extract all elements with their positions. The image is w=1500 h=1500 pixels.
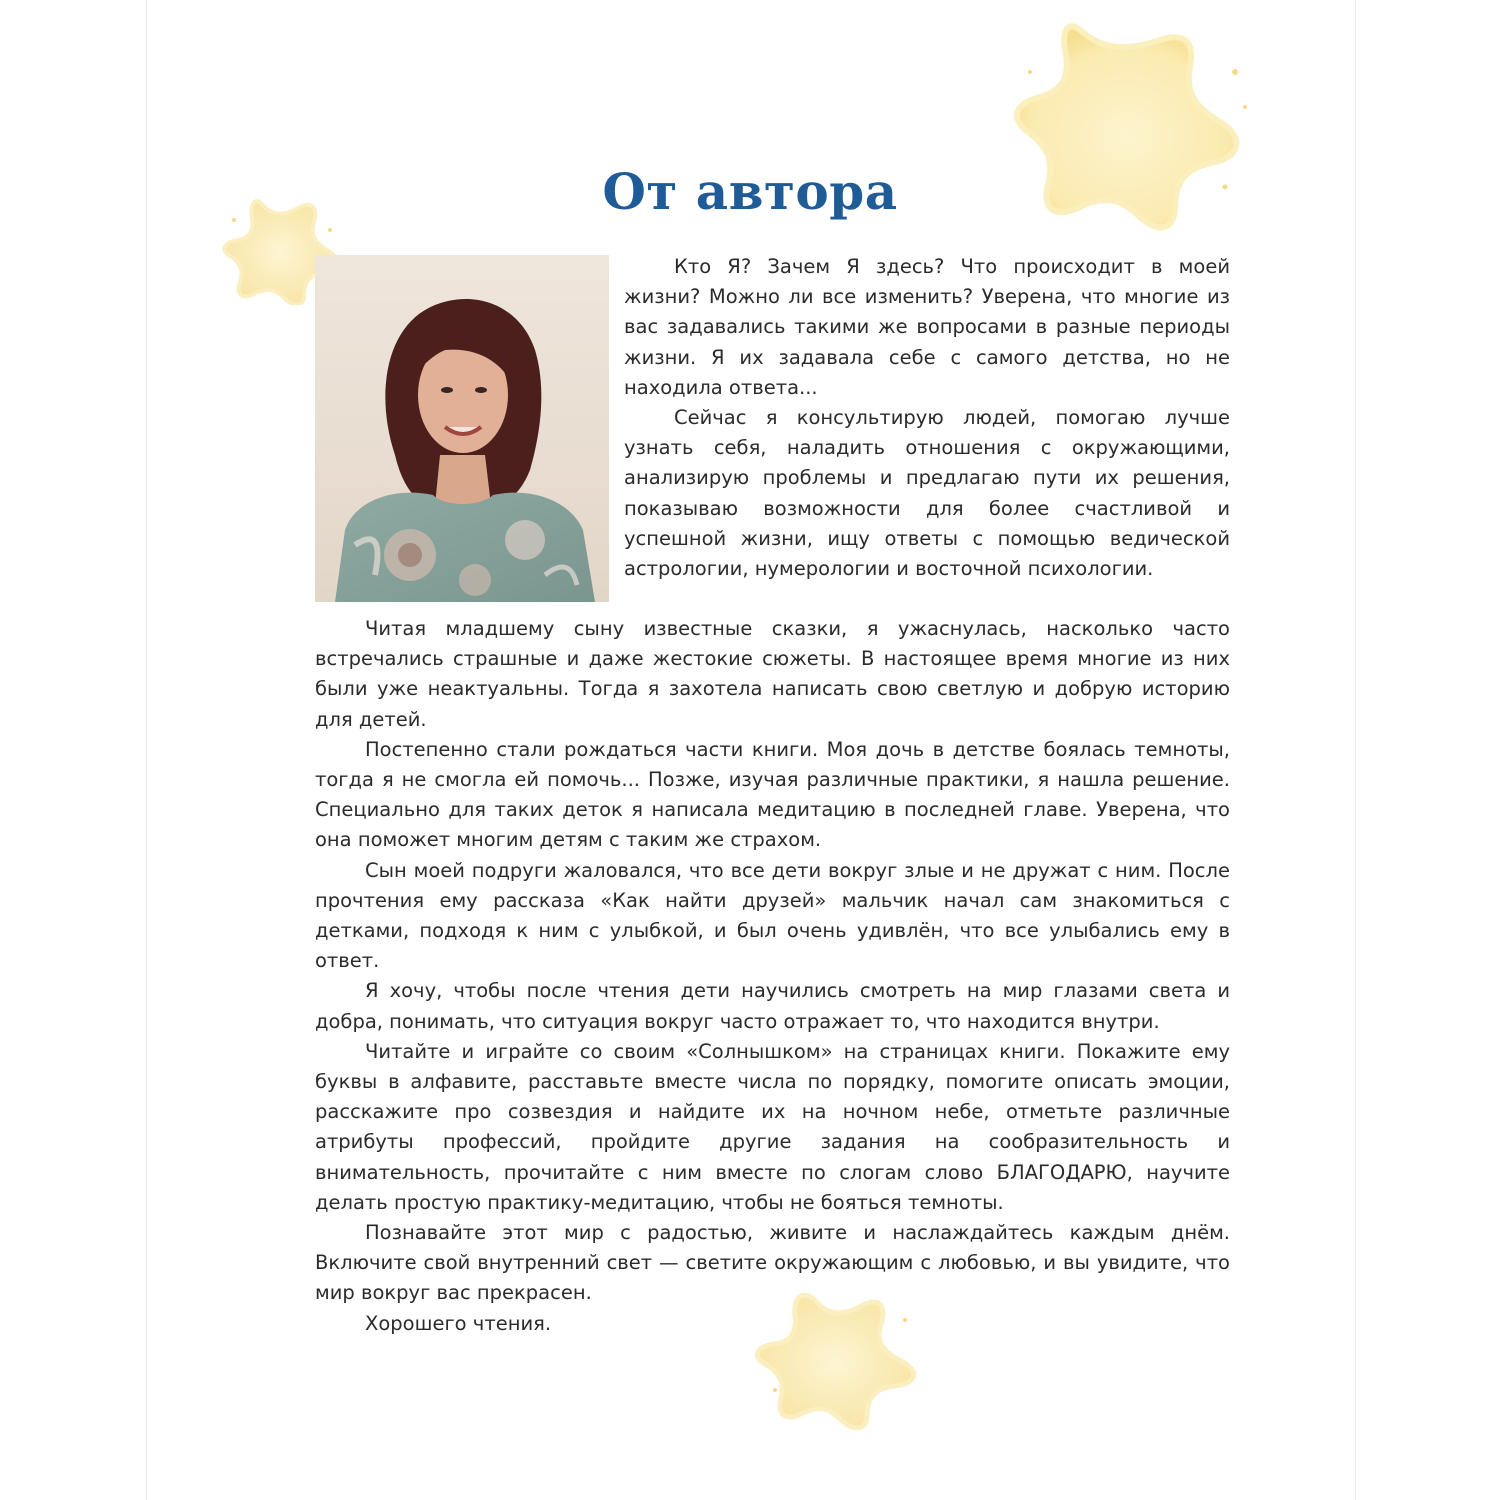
body-text <box>315 614 1230 1339</box>
page-title: От автора <box>602 162 898 221</box>
intro-text <box>624 252 1230 584</box>
paragraph: Читайте и играйте со своим «Солнышком» на страницах книги. Покажите ему буквы в алфавите, расставьте вместе числа по порядку, помогите описать эмоции, расскажите про созвездия и найдите их на ночном небе, отметьте различные атрибуты профессий, пройдите другие задания на сообразительность и внимательность, прочитайте с ним вместе по слогам слово БЛАГОДАРЮ, научите делать простую практику-медитацию, чтобы не бояться темноты. <box>315 1039 1230 1214</box>
paragraph: Кто Я? Зачем Я здесь? Что происходит в моей жизни? Можно ли все изменить? Уверена, что многие из вас задавались такими же вопросами в разные периоды жизни. Я их задавала себе с самого детства, но не находила ответа... <box>624 255 1230 399</box>
paragraph: Постепенно стали рождаться части книги. Моя дочь в детстве боялась темноты, тогда я не смогла ей помочь... Позже, изучая различные практики, я нашла решение. Специально для таких деток я написала медитацию в последней главе. Уверена, что она поможет многим детям с таким же страхом. <box>315 737 1230 852</box>
author-photo <box>315 255 609 602</box>
paragraph: Сын моей подруги жаловался, что все дети вокруг злые и не дружат с ним. После прочтения ему рассказа «Как найти друзей» мальчик начал сам знакомиться с детками, подходя к ним с улыбкой, и был очень удивлён, что все улыбались ему в ответ. <box>315 858 1230 973</box>
paragraph: Сейчас я консультирую людей, помогаю лучше узнать себя, наладить отношения с окружающими, анализирую проблемы и предлагаю пути их решения, показываю возможности для более счастливой и успешной жизни, ищу ответы с помощью ведической астрологии, нумерологии и восточной психологии. <box>624 406 1230 581</box>
paragraph: Читая младшему сыну известные сказки, я ужаснулась, насколько часто встречались страшные и даже жестокие сюжеты. В настоящее время многие из них были уже неактуальны. Тогда я захотела написать свою светлую и добрую историю для детей. <box>315 617 1230 731</box>
paragraph: Познавайте этот мир с радостью, живите и наслаждайтесь каждым днём. Включите свой внутренний свет — светите окружающим с любовью, и вы увидите, что мир вокруг вас прекрасен. <box>315 1221 1230 1305</box>
paragraph: Я хочу, чтобы после чтения дети научились смотреть на мир глазами света и добра, понимать, что ситуация вокруг часто отражает то, что находится внутри. <box>315 979 1230 1033</box>
closing-line: Хорошего чтения. <box>365 1311 552 1335</box>
